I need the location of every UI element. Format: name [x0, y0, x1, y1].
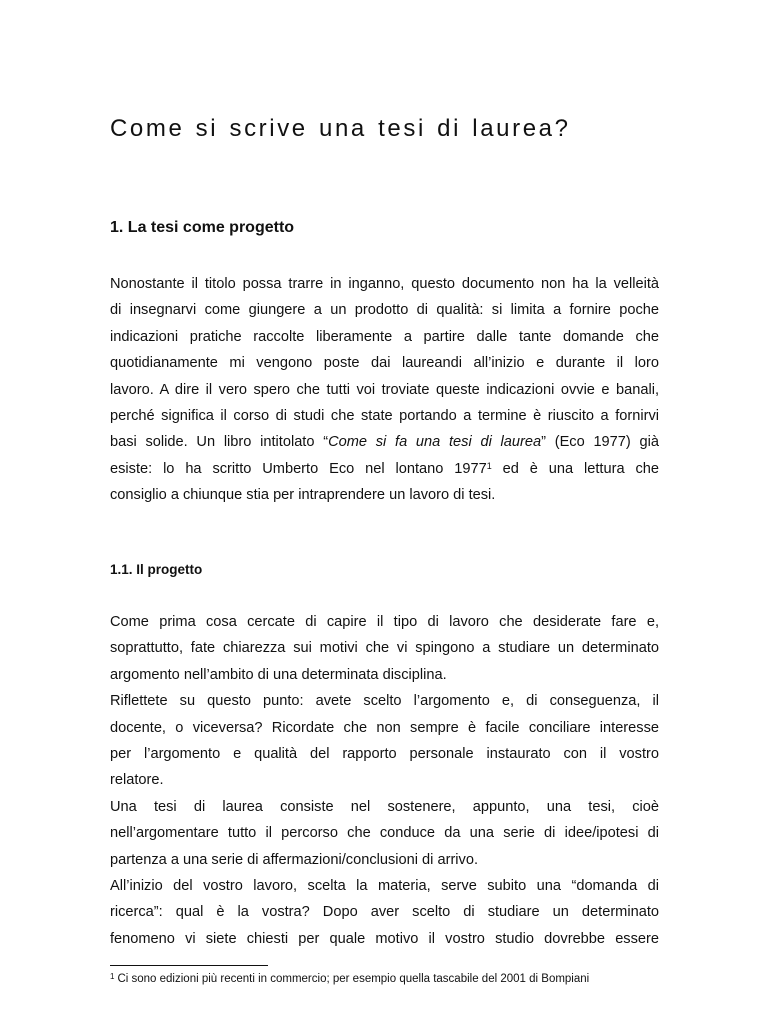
paragraph-line [110, 429, 659, 455]
line-text: ed è una lettura che [491, 460, 660, 477]
section-1-1-paragraphs [110, 609, 659, 952]
paragraph-line: fenomeno vi siete chiesti per quale motivo il vostro studio dovrebbe essere [110, 930, 659, 947]
paragraph-line: soprattutto, fate chiarezza sui motivi che vi spingono a studiare un determinato [110, 640, 659, 657]
paragraph-line: indicazioni pratiche raccolte liberamente a partire dalle tante domande che [110, 328, 659, 345]
paragraph-line: di insegnarvi come giungere a un prodotto di qualità: si limita a fornire poche [110, 302, 659, 319]
footnote-text: Ci sono edizioni più recenti in commercio; per esempio quella tascabile del 2001 di Bompiani [117, 973, 590, 985]
footnote [110, 970, 589, 988]
paragraph-line: relatore. [110, 772, 164, 789]
line-text: ” (Eco 1977) già [541, 434, 659, 451]
paragraph-line: Come prima cosa cercate di capire il tipo di lavoro che desiderate fare e, [110, 614, 659, 630]
paragraph-line [110, 456, 659, 482]
paragraph-line: Nonostante il titolo possa trarre in inganno, questo documento non ha la velleità [110, 276, 659, 292]
paragraph-line: per l’argomento e qualità del rapporto personale instaurato con il vostro [110, 745, 659, 762]
section-1-paragraph [110, 271, 659, 509]
paragraph-line: argomento nell’ambito di una determinata disciplina. [110, 666, 447, 683]
paragraph-line: lavoro. A dire il vero spero che tutti voi troviate queste indicazioni ovvie e banali, [110, 381, 659, 398]
paragraph-line: docente, o viceversa? Ricordate che non sempre è facile conciliare interesse [110, 719, 659, 736]
footnote-mark: 1 [110, 972, 115, 981]
paragraph-line: quotidianamente mi vengono poste dai laureandi all’inizio e durante il loro [110, 355, 659, 372]
book-title-italic: Come si fa una tesi di laurea [328, 434, 542, 451]
paragraph-line: Una tesi di laurea consiste nel sostenere, appunto, una tesi, cioè [110, 798, 659, 815]
paragraph-line: Riflettete su questo punto: avete scelto l’argomento e, di conseguenza, il [110, 693, 659, 710]
line-text: esiste: lo ha scritto Umberto Eco nel lontano 1977 [110, 460, 487, 477]
section-heading-1-1: 1.1. Il progetto [110, 562, 203, 577]
line-text: basi solide. Un libro intitolato “ [110, 434, 329, 451]
footnote-reference: 1 [486, 460, 492, 471]
paragraph-line: nell’argomentare tutto il percorso che conduce da una serie di idee/ipotesi di [110, 825, 659, 842]
paragraph-line: partenza a una serie di affermazioni/conclusioni di arrivo. [110, 851, 479, 868]
paragraph-line: consiglio a chiunque stia per intraprendere un lavoro di tesi. [110, 487, 496, 504]
footnote-separator [110, 965, 268, 966]
paragraph-line: All’inizio del vostro lavoro, scelta la materia, serve subito una “domanda di [110, 877, 659, 894]
document-title: Come si scrive una tesi di laurea? [110, 115, 571, 142]
section-heading-1: 1. La tesi come progetto [110, 219, 295, 236]
paragraph-line: ricerca”: qual è la vostra? Dopo aver scelto di studiare un determinato [110, 904, 659, 921]
paragraph-line: perché significa il corso di studi che state portando a termine è riuscito a fornirvi [110, 407, 659, 424]
